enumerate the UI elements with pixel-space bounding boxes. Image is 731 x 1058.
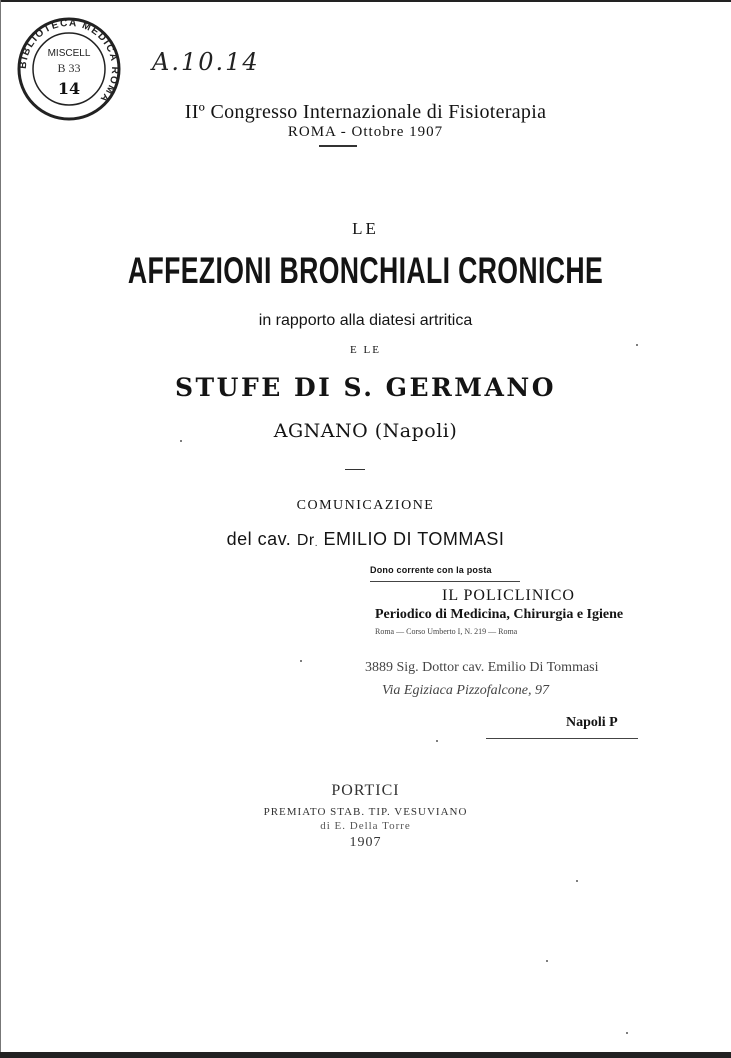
- scan-speck: [436, 740, 438, 742]
- location-line: AGNANO (Napoli): [273, 420, 458, 442]
- label-rule-bottom: [486, 738, 638, 739]
- scan-edge-bottom: [0, 1052, 731, 1058]
- congress-heading: IIº Congresso Internazionale di Fisioterapia: [184, 101, 547, 123]
- author-line: [0, 529, 731, 550]
- author-prefix: del cav.: [226, 529, 297, 549]
- scan-speck: [576, 880, 578, 882]
- main-title: AFFEZIONI BRONCHIALI CRONICHE: [127, 250, 604, 291]
- stamp-line2: B 33: [57, 61, 81, 75]
- label-journal: IL POLICLINICO: [442, 587, 575, 604]
- mailing-label: [365, 565, 640, 730]
- imprint-printer: PREMIATO STAB. TIP. VESUVIANO: [263, 806, 468, 818]
- title-connector: E LE: [350, 344, 381, 356]
- title-divider: [345, 469, 365, 470]
- subtitle: in rapporto alla diatesi artritica: [258, 312, 473, 329]
- header-divider: [319, 145, 357, 147]
- author-title-sup: .: [314, 538, 318, 549]
- stamp-line1: MISCELL: [47, 48, 91, 59]
- author-name: EMILIO DI TOMMASI: [323, 529, 505, 549]
- label-address: Roma — Corso Umberto I, N. 219 — Roma: [375, 627, 518, 636]
- scan-speck: [546, 960, 548, 962]
- scan-speck: [300, 660, 302, 662]
- scan-speck: [626, 1032, 628, 1034]
- handwritten-shelfmark: A.10.14: [152, 48, 260, 76]
- scan-edge-top: [0, 0, 731, 2]
- label-city: Napoli P: [566, 715, 618, 730]
- author-title: Dr: [296, 532, 315, 549]
- label-street: Via Egiziaca Pizzofalcone, 97: [382, 683, 549, 698]
- second-title: STUFE DI S. GERMANO: [175, 373, 556, 402]
- place-date: ROMA - Ottobre 1907: [287, 124, 444, 140]
- label-rule-top: [370, 581, 520, 582]
- communication-label: COMUNICAZIONE: [296, 498, 435, 513]
- scan-speck: [636, 344, 638, 346]
- imprint-year: 1907: [349, 835, 382, 850]
- stamp-number: 14: [57, 79, 81, 98]
- imprint-city: PORTICI: [331, 782, 400, 799]
- title-article: LE: [352, 219, 379, 238]
- label-notice: Dono corrente con la posta: [370, 565, 492, 575]
- imprint-owner: di E. Della Torre: [320, 820, 411, 832]
- stamp-ring-text: BIBLIOTECA MEDICA ROMA: [17, 17, 121, 105]
- scan-speck: [180, 440, 182, 442]
- label-recipient: 3889 Sig. Dottor cav. Emilio Di Tommasi: [365, 660, 599, 675]
- label-periodical: Periodico di Medicina, Chirurgia e Igiene: [375, 607, 624, 622]
